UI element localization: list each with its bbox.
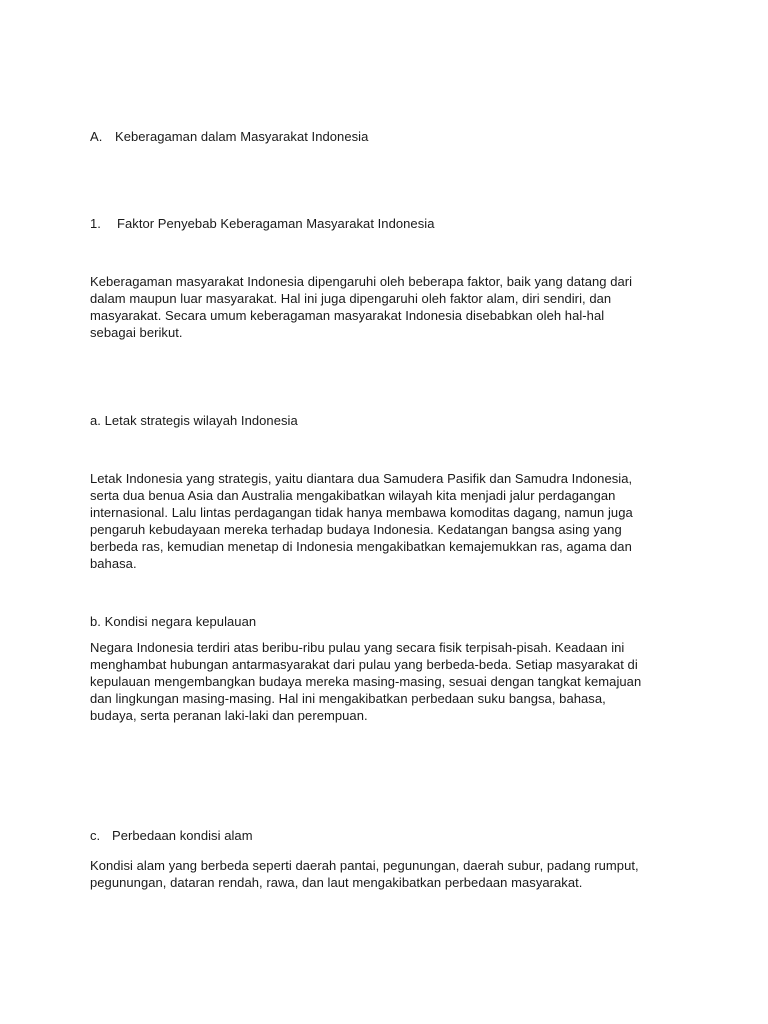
section-a-title: Keberagaman dalam Masyarakat Indonesia	[115, 129, 369, 144]
paragraph-line: budaya, serta peranan laki-laki dan perempuan.	[90, 708, 368, 723]
paragraph-line: Keberagaman masyarakat Indonesia dipengaruhi oleh beberapa faktor, baik yang datang dari	[90, 274, 633, 289]
paragraph-line: menghambat hubungan antarmasyarakat dari pulau yang berbeda-beda. Setiap masyarakat di	[90, 657, 638, 672]
paragraph-line: Negara Indonesia terdiri atas beribu-ribu pulau yang secara fisik terpisah-pisah. Keadaan ini	[90, 640, 625, 655]
paragraph-line: Letak Indonesia yang strategis, yaitu diantara dua Samudera Pasifik dan Samudra Indonesia,	[90, 471, 633, 486]
paragraph-line: kepulauan mengembangkan budaya mereka masing-masing, sesuai dengan tangkat kemajuan	[90, 674, 642, 689]
point-c-title: Perbedaan kondisi alam	[112, 828, 253, 843]
paragraph-line: pegunungan, dataran rendah, rawa, dan laut mengakibatkan perbedaan masyarakat.	[90, 875, 583, 890]
section-a-heading	[90, 128, 690, 145]
paragraph-line: dalam maupun luar masyarakat. Hal ini juga dipengaruhi oleh faktor alam, diri sendiri, dan	[90, 291, 612, 306]
subsection-1-heading	[90, 215, 690, 232]
paragraph-line: dan lingkungan masing-masing. Hal ini mengakibatkan perbedaan suku bangsa, bahasa,	[90, 691, 606, 706]
paragraph-line: Kondisi alam yang berbeda seperti daerah pantai, pegunungan, daerah subur, padang rumput,	[90, 858, 639, 873]
paragraph-line: berbeda ras, kemudian menetap di Indonesia mengakibatkan kemajemukkan ras, agama dan	[90, 539, 632, 554]
intro-paragraph	[90, 273, 690, 341]
point-c-marker: c.	[90, 828, 101, 843]
paragraph-line: sebagai berikut.	[90, 325, 183, 340]
point-a-paragraph	[90, 470, 690, 572]
subsection-1-marker: 1.	[90, 216, 101, 231]
subsection-1-title: Faktor Penyebab Keberagaman Masyarakat Indonesia	[117, 216, 435, 231]
point-c-heading	[90, 827, 690, 844]
paragraph-line: pengaruh kebudayaan mereka terhadap budaya Indonesia. Kedatangan bangsa asing yang	[90, 522, 622, 537]
point-a-heading: a. Letak strategis wilayah Indonesia	[90, 413, 298, 428]
paragraph-line: internasional. Lalu lintas perdagangan tidak hanya membawa komoditas dagang, namun juga	[90, 505, 633, 520]
paragraph-line: masyarakat. Secara umum keberagaman masyarakat Indonesia disebabkan oleh hal-hal	[90, 308, 605, 323]
paragraph-line: bahasa.	[90, 556, 137, 571]
point-c-paragraph	[90, 857, 690, 891]
section-a-marker: A.	[90, 129, 103, 144]
point-b-paragraph	[90, 639, 690, 724]
paragraph-line: serta dua benua Asia dan Australia mengakibatkan wilayah kita menjadi jalur perdagangan	[90, 488, 616, 503]
point-b-heading: b. Kondisi negara kepulauan	[90, 614, 257, 629]
